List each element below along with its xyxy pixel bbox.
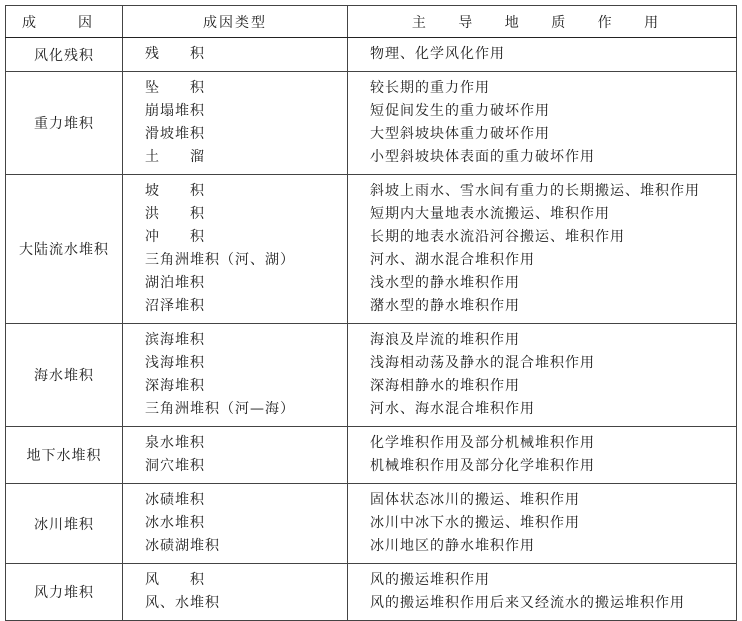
geologic-action-item: 深海相静水的堆积作用	[370, 378, 520, 394]
geologic-action-cell	[348, 484, 737, 564]
cause-cell: 海水堆积	[6, 324, 123, 427]
geologic-action-cell	[348, 324, 737, 427]
genetic-type-cell	[123, 484, 348, 564]
table-row	[6, 72, 737, 175]
genetic-type-item: 坡 积	[145, 183, 205, 199]
genetic-type-cell	[123, 427, 348, 484]
geologic-action-cell	[348, 427, 737, 484]
geologic-action-item: 河水、湖水混合堆积作用	[370, 252, 535, 268]
geologic-action-item: 浅海相动荡及静水的混合堆积作用	[370, 355, 595, 371]
geologic-action-item: 固体状态冰川的搬运、堆积作用	[370, 492, 580, 508]
cause-cell: 冰川堆积	[6, 484, 123, 564]
geologic-action-cell	[348, 564, 737, 621]
table-row	[6, 175, 737, 324]
genetic-type-item: 冰碛湖堆积	[145, 538, 220, 554]
geologic-action-item: 风的搬运堆积作用后来又经流水的搬运堆积作用	[370, 595, 685, 611]
genetic-type-cell	[123, 564, 348, 621]
cause-cell: 风力堆积	[6, 564, 123, 621]
genetic-type-item: 崩塌堆积	[145, 103, 205, 119]
geologic-action-item: 潴水型的静水堆积作用	[370, 298, 520, 314]
geologic-action-item: 短期内大量地表水流搬运、堆积作用	[370, 206, 610, 222]
geologic-action-item: 机械堆积作用及部分化学堆积作用	[370, 458, 595, 474]
genetic-type-cell	[123, 38, 348, 72]
geologic-action-item: 浅水型的静水堆积作用	[370, 275, 520, 291]
genetic-type-item: 冰水堆积	[145, 515, 205, 531]
header-genetic-type: 成因类型	[123, 6, 348, 38]
genetic-type-item: 滑坡堆积	[145, 126, 205, 142]
genetic-type-item: 湖泊堆积	[145, 275, 205, 291]
sediment-genesis-table	[5, 5, 737, 621]
genetic-type-item: 残 积	[145, 46, 205, 62]
genetic-type-item: 深海堆积	[145, 378, 205, 394]
header-main-geologic-action: 主 导 地 质 作 用	[348, 6, 737, 38]
geologic-action-item: 物理、化学风化作用	[370, 46, 505, 62]
cause-cell: 大陆流水堆积	[6, 175, 123, 324]
geologic-action-item: 海浪及岸流的堆积作用	[370, 332, 520, 348]
geologic-action-item: 短促间发生的重力破坏作用	[370, 103, 550, 119]
table-row	[6, 324, 737, 427]
genetic-type-item: 滨海堆积	[145, 332, 205, 348]
genetic-type-item: 冰碛堆积	[145, 492, 205, 508]
geologic-action-item: 斜坡上雨水、雪水间有重力的长期搬运、堆积作用	[370, 183, 700, 199]
table-row	[6, 484, 737, 564]
geologic-action-item: 大型斜坡块体重力破坏作用	[370, 126, 550, 142]
genetic-type-item: 三角洲堆积（河—海）	[145, 401, 295, 417]
header-cause: 成 因	[6, 6, 123, 38]
geologic-action-item: 风的搬运堆积作用	[370, 572, 490, 588]
genetic-type-item: 土 溜	[145, 149, 205, 165]
genetic-type-item: 洞穴堆积	[145, 458, 205, 474]
genetic-type-cell	[123, 72, 348, 175]
table-row	[6, 564, 737, 621]
cause-cell: 重力堆积	[6, 72, 123, 175]
genetic-type-item: 坠 积	[145, 80, 205, 96]
genetic-type-item: 三角洲堆积（河、湖）	[145, 252, 295, 268]
genetic-type-cell	[123, 324, 348, 427]
cause-cell: 地下水堆积	[6, 427, 123, 484]
geologic-action-cell	[348, 72, 737, 175]
geologic-action-item: 小型斜坡块体表面的重力破坏作用	[370, 149, 595, 165]
geologic-action-cell	[348, 38, 737, 72]
header-row	[6, 6, 737, 38]
genetic-type-item: 泉水堆积	[145, 435, 205, 451]
table-body	[6, 38, 737, 621]
genetic-type-item: 洪 积	[145, 206, 205, 222]
geologic-action-cell	[348, 175, 737, 324]
geologic-action-item: 冰川中冰下水的搬运、堆积作用	[370, 515, 580, 531]
cause-cell: 风化残积	[6, 38, 123, 72]
genetic-type-cell	[123, 175, 348, 324]
genetic-type-item: 浅海堆积	[145, 355, 205, 371]
geologic-action-item: 较长期的重力作用	[370, 80, 490, 96]
table-row	[6, 427, 737, 484]
genetic-type-item: 风 积	[145, 572, 205, 588]
genetic-type-item: 冲 积	[145, 229, 205, 245]
genetic-type-item: 风、水堆积	[145, 595, 220, 611]
geologic-action-item: 长期的地表水流沿河谷搬运、堆积作用	[370, 229, 625, 245]
genetic-type-item: 沼泽堆积	[145, 298, 205, 314]
table-row	[6, 38, 737, 72]
geologic-action-item: 河水、海水混合堆积作用	[370, 401, 535, 417]
geologic-action-item: 冰川地区的静水堆积作用	[370, 538, 535, 554]
geologic-action-item: 化学堆积作用及部分机械堆积作用	[370, 435, 595, 451]
